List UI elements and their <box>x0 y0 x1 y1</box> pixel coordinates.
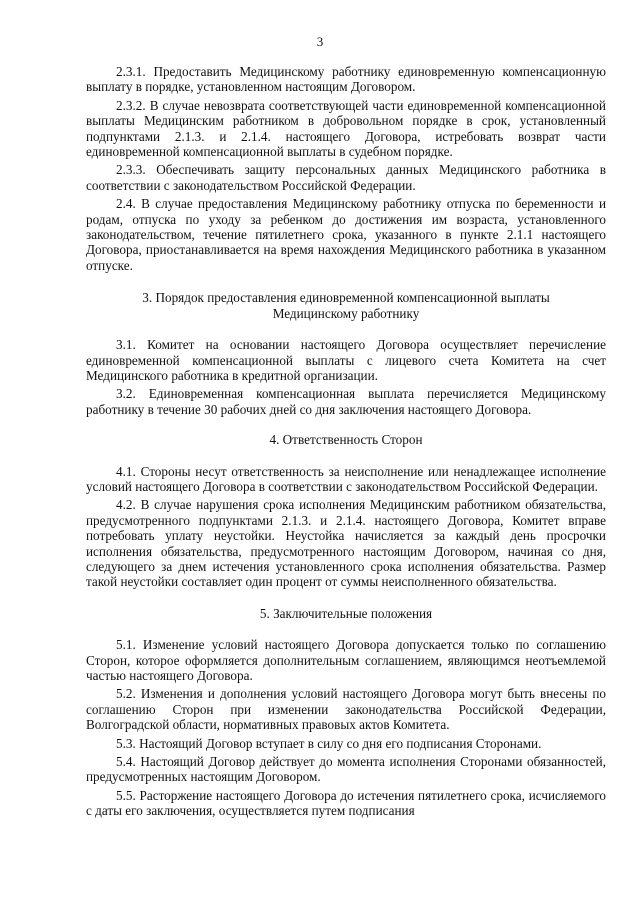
paragraph-3-2: 3.2. Единовременная компенсационная выплата перечисляется Медицинскому работнику в течение 30 рабочих дней со дня заключения настоящего Договора. <box>86 386 606 417</box>
paragraph-5-3: 5.3. Настоящий Договор вступает в силу со дня его подписания Сторонами. <box>116 735 542 751</box>
section-3-heading-line2: Медицинскому работнику <box>272 305 420 321</box>
paragraph-4-1: 4.1. Стороны несут ответственность за неисполнение или ненадлежащее исполнение условий настоящего Договора в соответствии с законодательством Российской Федерации. <box>86 463 606 494</box>
section-5-heading: 5. Заключительные положения <box>259 605 433 621</box>
paragraph-2-3-1: 2.3.1. Предоставить Медицинскому работнику единовременную компенсационную выплату в порядке, установленном настоящим Договором. <box>86 64 606 95</box>
paragraph-5-5: 5.5. Расторжение настоящего Договора до истечения пятилетнего срока, исчисляемого с даты его заключения, осуществляется путем подписания <box>86 787 606 819</box>
paragraph-5-2: 5.2. Изменения и дополнения условий настоящего Договора могут быть внесены по соглашению Сторон при изменении законодательства Российской Федерации, Волгоградской области, нормативных правовых актов Комитета. <box>86 686 606 733</box>
section-3-heading-line1: 3. Порядок предоставления единовременной компенсационной выплаты <box>142 290 550 306</box>
paragraph-2-3-3: 2.3.3. Обеспечивать защиту персональных данных Медицинского работника в соответствии с законодательством Российской Федерации. <box>86 162 606 193</box>
paragraph-4-2: 4.2. В случае нарушения срока исполнения Медицинским работником обязательства, предусмотренного подпунктами 2.1.3. и 2.1.4. настоящего Договора, Комитет вправе потребовать уплату неустойки. Неустойка начисляется за каждый день просрочки исполнения обязательства, предусмотренного настоящим Договором, начиная со дня, следующего за днем истечения установленного срока исполнения обязательства. Размер такой неустойки составляет один процент от суммы неисполненного обязательства. <box>86 497 606 590</box>
paragraph-3-1: 3.1. Комитет на основании настоящего Договора осуществляет перечисление единовременной компенсационной выплаты с лицевого счета Комитета на счет Медицинского работника в кредитной организации. <box>86 337 606 383</box>
paragraph-5-1: 5.1. Изменение условий настоящего Договора допускается только по соглашению Сторон, которое оформляется дополнительным соглашением, являющимся неотъемлемой частью настоящего Договора. <box>86 637 606 683</box>
document-body <box>86 64 606 819</box>
section-3-heading <box>86 290 606 321</box>
page-number: 3 <box>316 34 324 49</box>
paragraph-2-3-2: 2.3.2. В случае невозврата соответствующей части единовременной компенсационной выплаты Медицинским работником в добровольном порядке в срок, установленный подпунктами 2.1.3. и 2.1.4. настоящего Договора, истребовать возврат части единовременной компенсационной выплаты в судебном порядке. <box>86 97 606 160</box>
paragraph-5-4: 5.4. Настоящий Договор действует до момента исполнения Сторонами обязанностей, предусмотренных настоящим Договором. <box>86 754 606 785</box>
paragraph-2-4: 2.4. В случае предоставления Медицинскому работнику отпуска по беременности и родам, отпуска по уходу за ребенком до достижения им возраста, установленного законодательством, течение пятилетнего срока, указанного в пункте 2.1.1 настоящего Договора, приостанавливается на время нахождения Медицинского работника в указанном отпуске. <box>86 196 606 273</box>
section-4-heading: 4. Ответственность Сторон <box>269 432 423 448</box>
